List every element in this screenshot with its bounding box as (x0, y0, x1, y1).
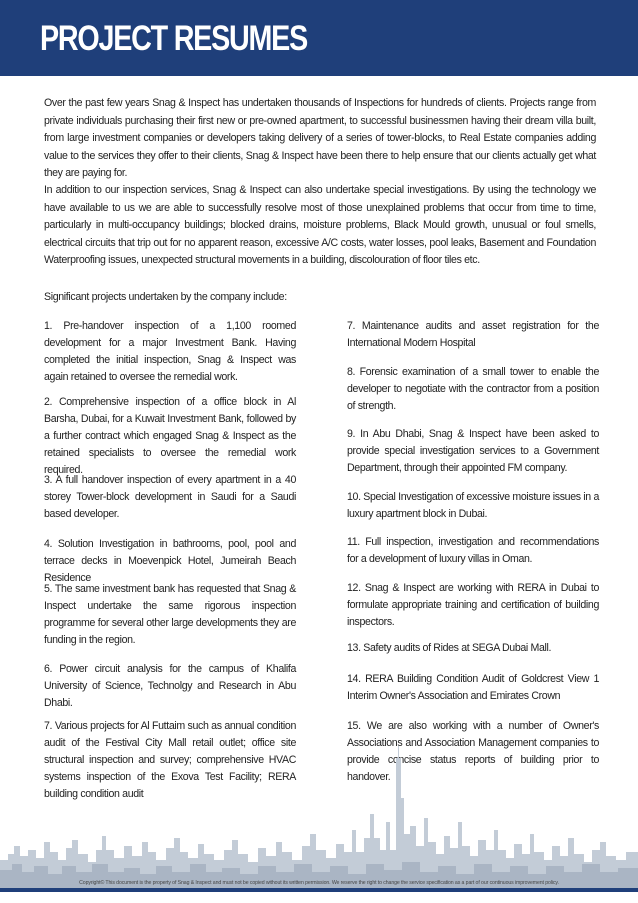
footer-divider (0, 888, 638, 892)
copyright-notice: Copyright© This document is the property of Snag & Inspect and must not be copied without its written permission. We reserve the right to change the service specification as a part of our continuous improvement policy. (79, 880, 559, 886)
project-item-7b: 7. Maintenance audits and asset registration for the International Modern Hospital (347, 320, 599, 349)
project-item-5: 5. The same investment bank has requested that Snag & Inspect undertake the same rigorous inspection programme for several other large developments they are funding in the region. (44, 583, 296, 646)
intro-paragraph-2: In addition to our inspection services, Snag & Inspect can also undertake special investigations. By using the technology we have available to us we are able to successfully resolve most of those unexplained problems that occur from time to time, particularly in multi-occupancy buildings; blocked drains, moisture problems, Black Mould growth, unusual or foul smells, electrical circuits that trip out for no apparent reason, excessive A/C costs, water losses, pool leaks, Basement and Foundation Waterproofing issues, unexpected structural movements in a building, discolouration of floor tiles etc. (44, 184, 596, 267)
header-banner (0, 0, 638, 76)
project-item-7: 7. Various projects for Al Futtaim such as annual condition audit of the Festival City Mall retail outlet; office site structural inspection and survey; comprehensive HVAC systems inspection of the Exova Test Facility; RERA building condition audit (44, 720, 296, 800)
project-item-13: 13. Safety audits of Rides at SEGA Dubai Mall. (347, 642, 552, 654)
project-item-4: 4. Solution Investigation in bathrooms, pool, pool and terrace decks in Moevenpick Hotel, Jumeirah Beach Residence (44, 538, 296, 584)
page-title: PROJECT RESUMES (40, 19, 308, 58)
project-item-12: 12. Snag & Inspect are working with RERA in Dubai to formulate appropriate training and certification of building inspectors. (347, 582, 599, 628)
projects-lead-in: Significant projects undertaken by the company include: (44, 291, 287, 303)
project-item-11: 11. Full inspection, investigation and recommendations for a development of luxury villas in Oman. (347, 536, 599, 565)
project-item-2: 2. Comprehensive inspection of a office block in Al Barsha, Dubai, for a Kuwait Investment Bank, followed by a further contract which engaged Snag & Inspect as the retained specialists to oversee the remedial work required. (44, 396, 296, 476)
project-item-3: 3. A full handover inspection of every apartment in a 40 storey Tower-block development in Saudi for a Saudi based developer. (44, 474, 296, 520)
project-item-10: 10. Special Investigation of excessive moisture issues in a luxury apartment block in Dubai. (347, 491, 599, 520)
project-item-6: 6. Power circuit analysis for the campus of Khalifa University of Science, Technolgy and Research in Abu Dhabi. (44, 663, 296, 709)
intro-paragraph-1: Over the past few years Snag & Inspect has undertaken thousands of Inspections for hundreds of clients. Projects range from private individuals purchasing their first new or pre-owned apartment, to successful businessmen having their dream villa built, from large investment companies or developers taking delivery of a series of tower-blocks, to Real Estate companies adding value to the services they offer to their clients, Snag & Inspect have been there to help ensure that our clients actually get what they are paying for. (44, 97, 596, 180)
project-item-9: 9. In Abu Dhabi, Snag & Inspect have been asked to provide special investigation services to a Government Department, through their appointed FM company. (347, 428, 599, 474)
project-item-14: 14. RERA Building Condition Audit of Goldcrest View 1 Interim Owner's Association and Emirates Crown (347, 673, 599, 702)
project-item-15: 15. We are also working with a number of Owner's Associations and Association Management companies to provide concise status reports of building prior to handover. (347, 720, 599, 783)
project-item-8: 8. Forensic examination of a small tower to enable the developer to negotiate with the contractor from a position of strength. (347, 366, 599, 412)
city-skyline-illustration (0, 738, 638, 888)
project-item-1: 1. Pre-handover inspection of a 1,100 roomed development for a major Investment Bank. Having completed the initial inspection, Snag & Inspect was again retained to oversee the remedial work. (44, 320, 296, 383)
